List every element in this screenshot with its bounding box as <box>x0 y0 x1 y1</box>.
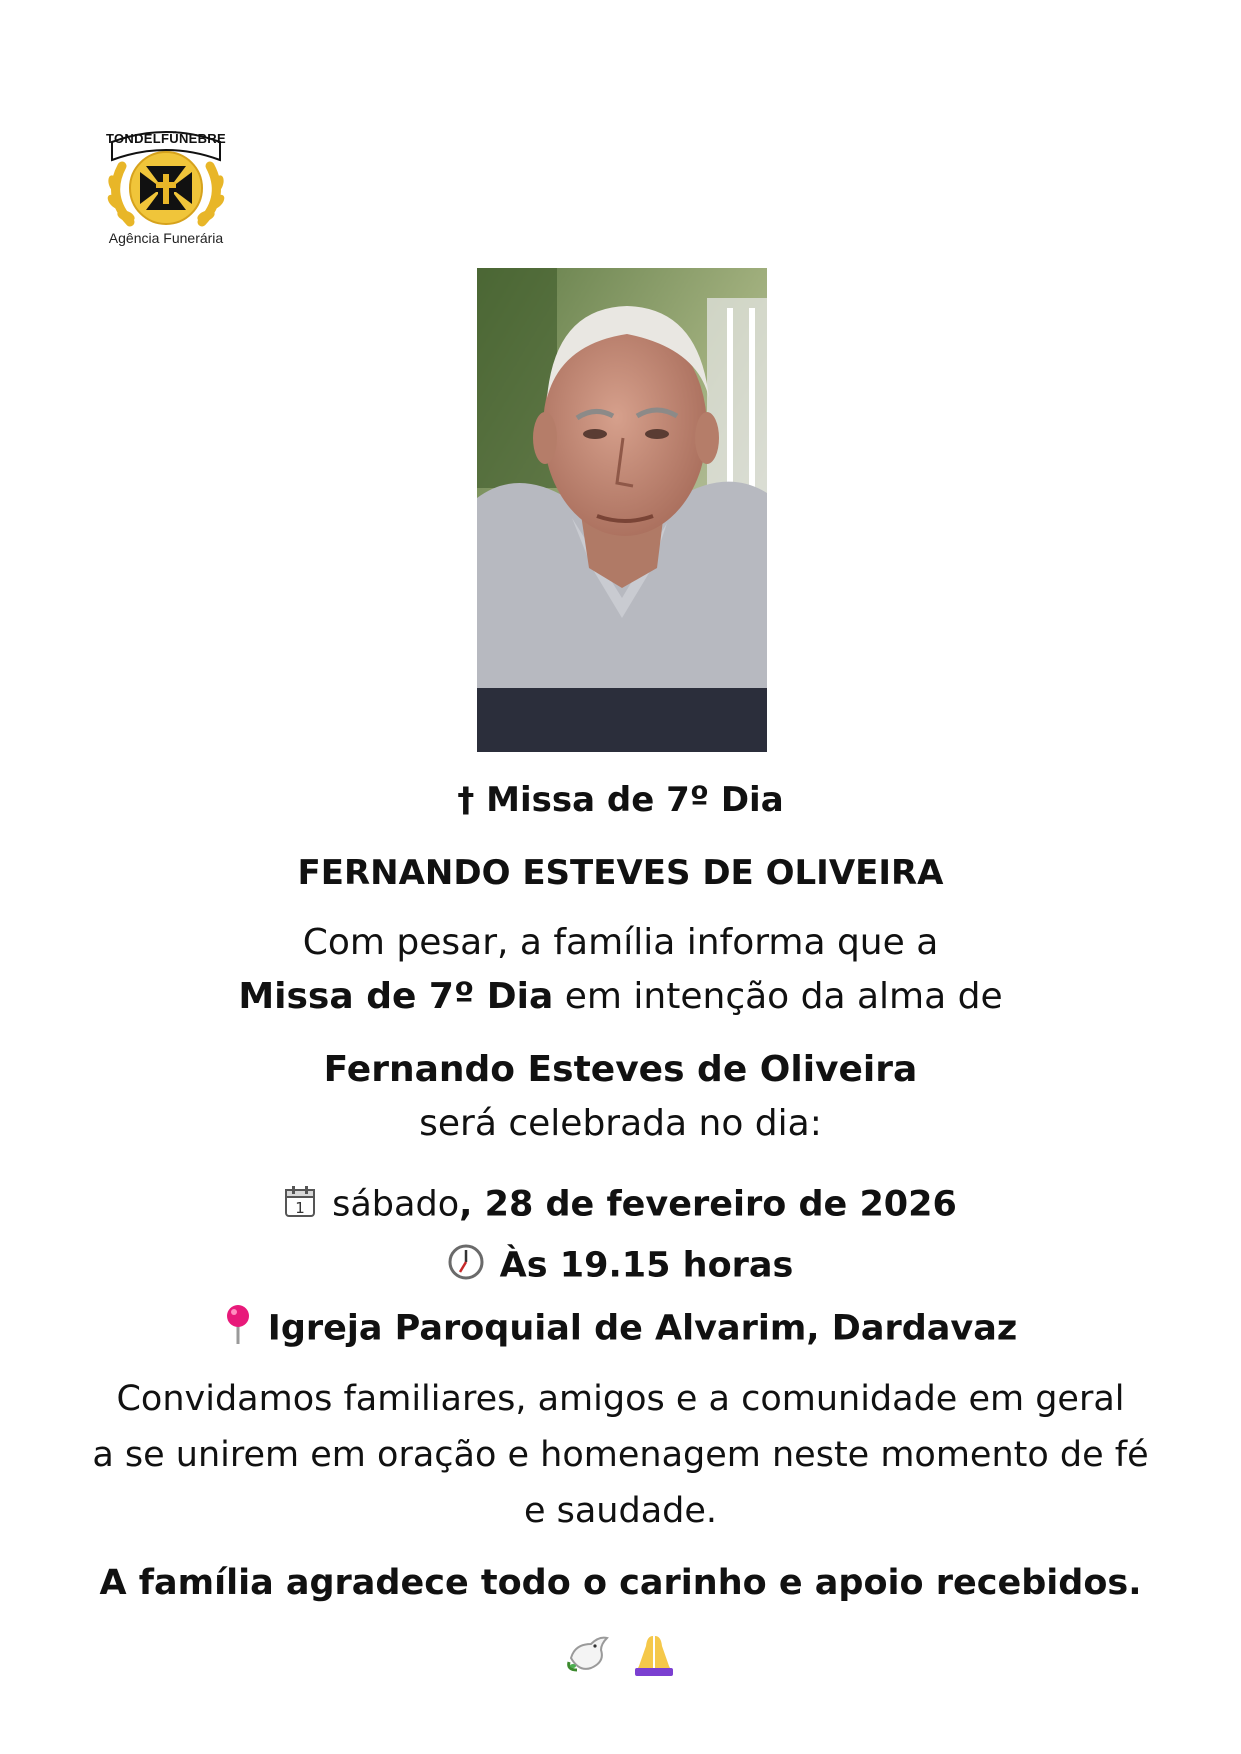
time-text: Às 19.15 horas <box>499 1245 794 1286</box>
invite-line-1: Convidamos familiares, amigos e a comunidade em geral <box>116 1379 1125 1419</box>
closing-message: A família agradece todo o carinho e apoio recebidos. <box>99 1563 1142 1603</box>
deceased-name: Fernando Esteves de Oliveira <box>323 1049 918 1090</box>
intro-mass-label: Missa de 7º Dia <box>238 976 554 1017</box>
deceased-name-upper: FERNANDO ESTEVES DE OLIVEIRA <box>297 853 944 893</box>
pushpin-icon <box>224 1304 252 1355</box>
weekday-text: sábado <box>332 1184 460 1225</box>
logo-subtitle: Agência Funerária <box>108 230 224 246</box>
intro-line-1: Com pesar, a família informa que a <box>302 922 939 963</box>
deceased-photo <box>477 268 767 752</box>
invite-line-3: e saudade. <box>523 1491 718 1531</box>
intro-line-2 <box>0 976 1241 1017</box>
calendar-icon <box>284 1184 316 1227</box>
intro-line-4: será celebrada no dia: <box>419 1103 822 1144</box>
location-text: Igreja Paroquial de Alvarim, Dardavaz <box>267 1308 1018 1349</box>
logo-brand-text: TONDELFÚNEBRE <box>106 131 226 146</box>
praying-hands-icon <box>631 1632 677 1678</box>
funeral-agency-logo <box>100 126 232 252</box>
intro-line-2-rest: em intenção da alma de <box>553 976 1003 1017</box>
location-line <box>0 1304 1241 1355</box>
clock-icon <box>448 1244 484 1289</box>
svg-text:1: 1 <box>295 1199 305 1217</box>
date-line <box>0 1184 1241 1227</box>
dove-icon <box>565 1632 611 1678</box>
mass-title: † Missa de 7º Dia <box>457 780 784 820</box>
footer-icons <box>0 1632 1241 1678</box>
time-line <box>0 1244 1241 1289</box>
date-text: , 28 de fevereiro de 2026 <box>459 1184 957 1225</box>
portrait-image <box>477 268 767 752</box>
invite-line-2: a se unirem em oração e homenagem neste momento de fé <box>92 1435 1149 1475</box>
